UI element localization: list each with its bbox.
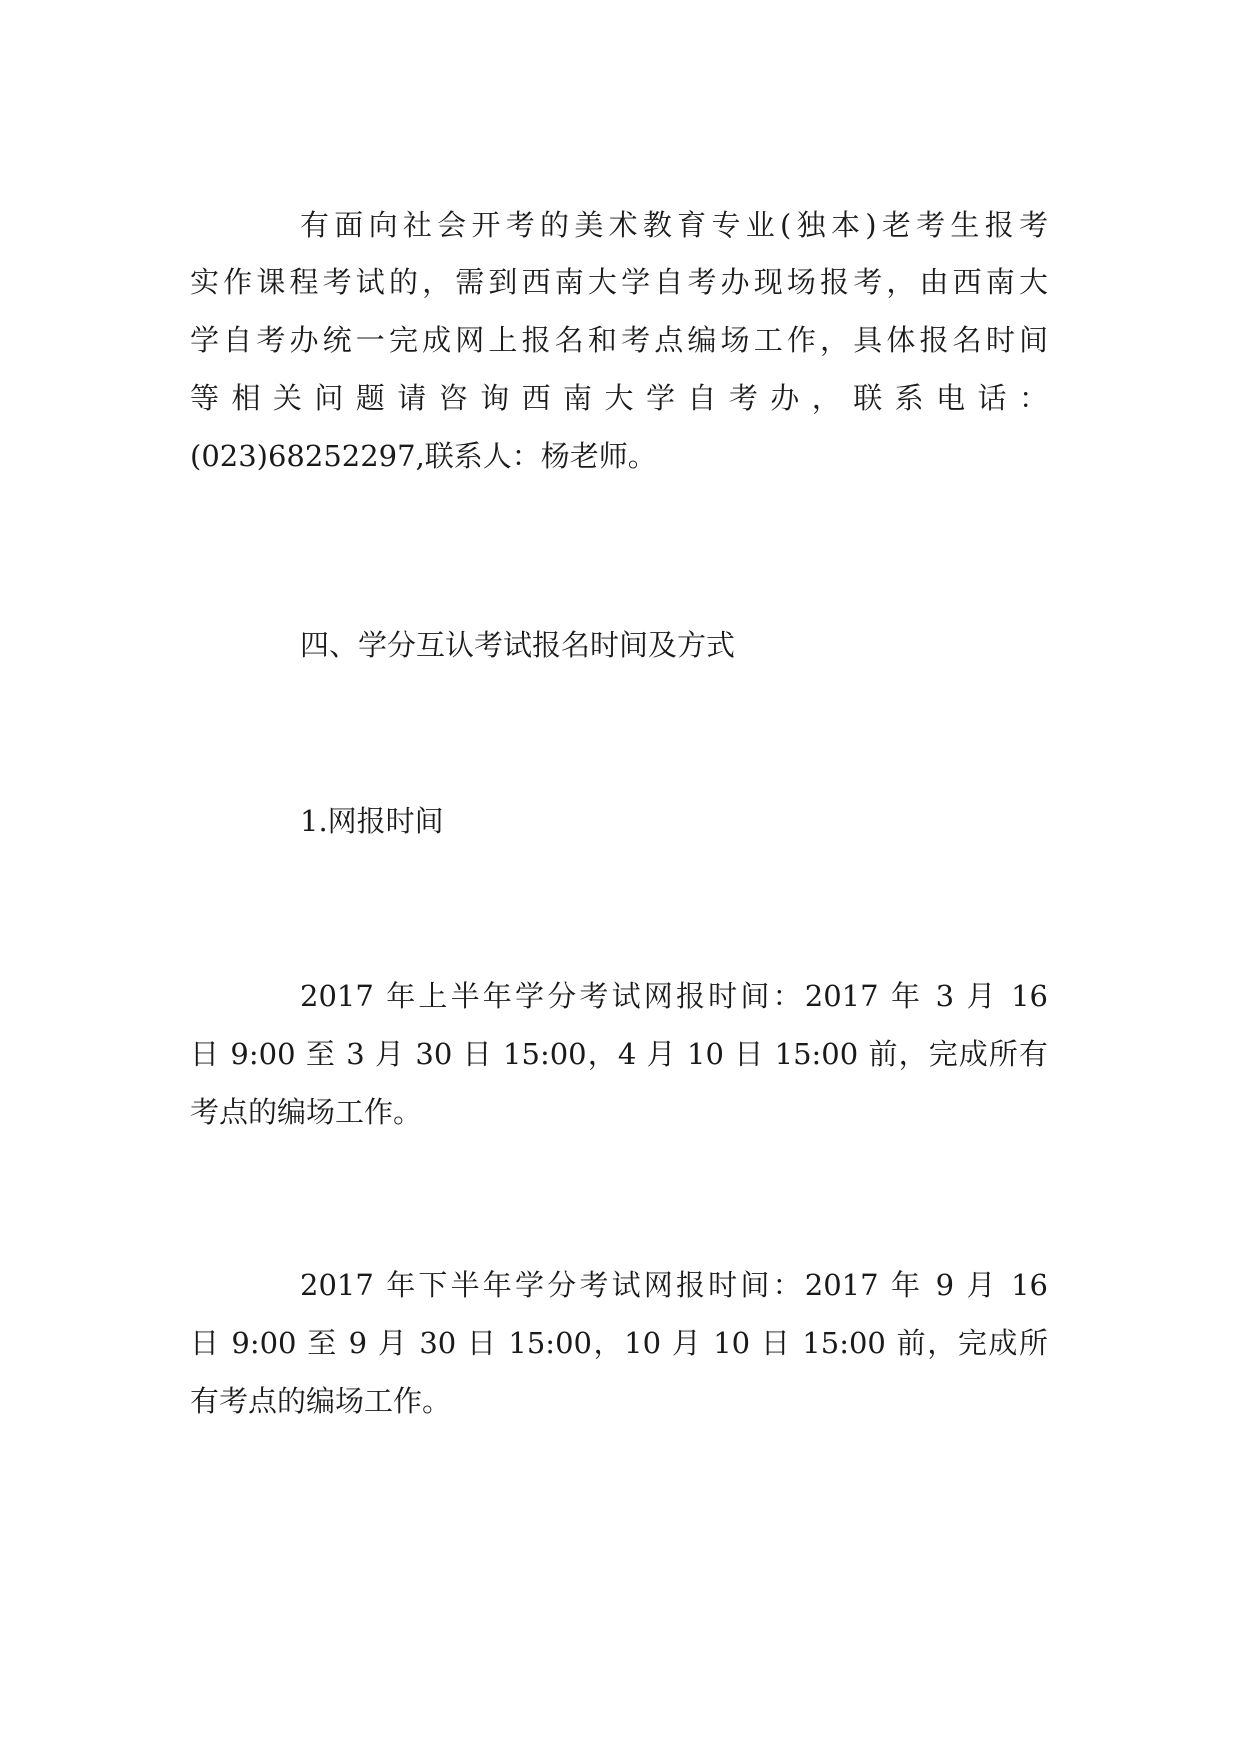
section-heading: 四、学分互认考试报名时间及方式	[300, 628, 736, 662]
paragraph-line: 有考点的编场工作。	[190, 1384, 452, 1418]
paragraph-line: 考点的编场工作。	[190, 1095, 423, 1129]
paragraph-line: 日 9:00 至 9 月 30 日 15:00，10 月 10 日 15:00 前，完成所	[190, 1326, 1048, 1360]
paragraph-line: 实作课程考试的，需到西南大学自考办现场报考，由西南大	[190, 265, 1048, 299]
paragraph-line: 2017 年下半年学分考试网报时间：2017 年 9 月 16	[300, 1268, 1048, 1302]
paragraph-line: 有面向社会开考的美术教育专业(独本)老考生报考	[300, 208, 1048, 242]
paragraph-line: 2017 年上半年学分考试网报时间：2017 年 3 月 16	[300, 979, 1048, 1013]
subsection-heading: 1.网报时间	[300, 804, 444, 838]
paragraph-line: 日 9:00 至 3 月 30 日 15:00，4 月 10 日 15:00 前，完成所有	[190, 1037, 1048, 1071]
paragraph-line: 等相关问题请咨询西南大学自考办，联系电话：	[190, 381, 1048, 415]
paragraph-line: 学自考办统一完成网上报名和考点编场工作，具体报名时间	[190, 323, 1048, 357]
paragraph-line: (023)68252297,联系人：杨老师。	[190, 439, 657, 473]
